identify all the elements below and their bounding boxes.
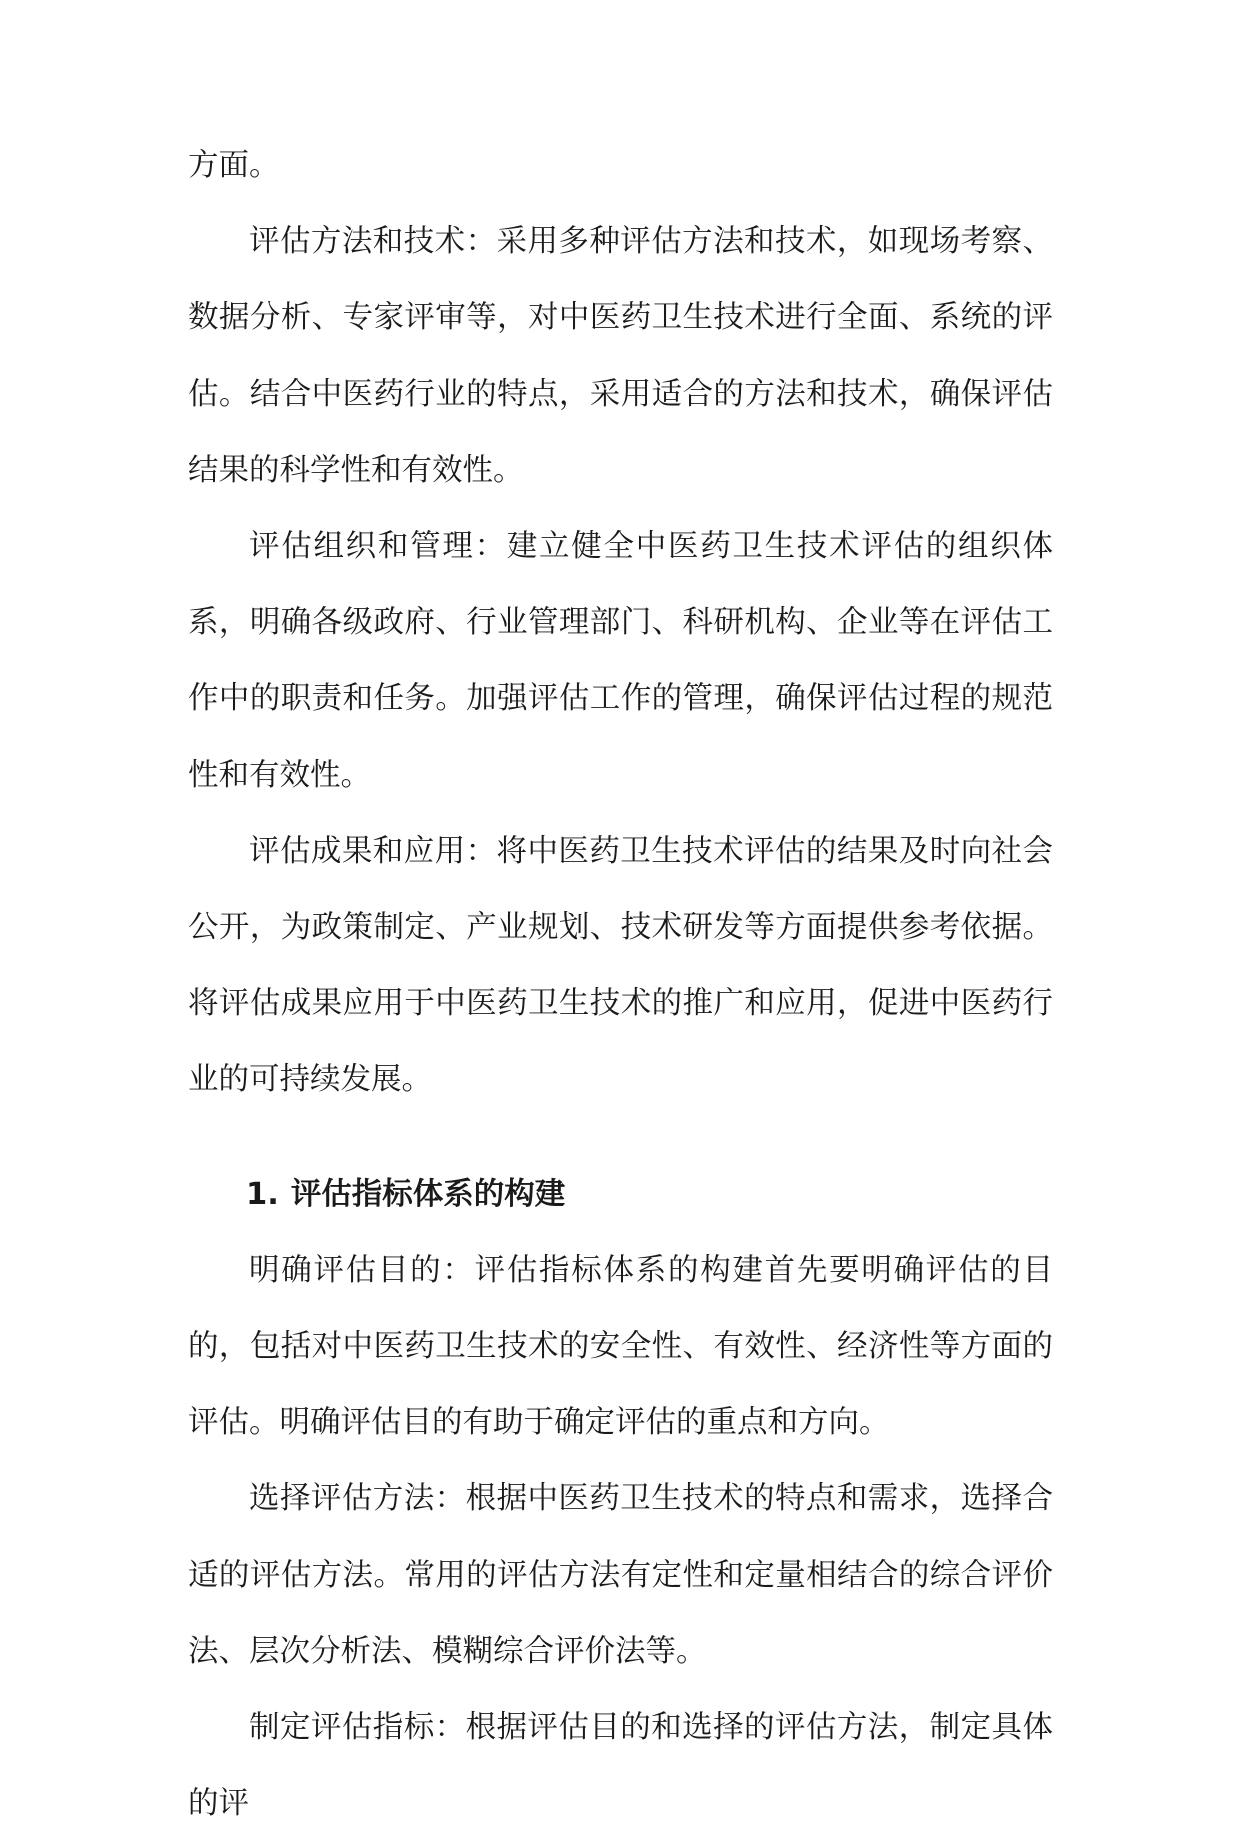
- paragraph-purpose: 明确评估目的：评估指标体系的构建首先要明确评估的目的，包括对中医药卫生技术的安全性、有效性、经济性等方面的评估。明确评估目的有助于确定评估的重点和方向。: [188, 1252, 1053, 1441]
- section-title: 评估指标体系的构建: [290, 1176, 566, 1212]
- paragraph-results: 评估成果和应用：将中医药卫生技术评估的结果及时向社会公开，为政策制定、产业规划、技术研发等方面提供参考依据。将评估成果应用于中医药卫生技术的推广和应用，促进中医药行业的可持续发展。: [188, 833, 1053, 1098]
- paragraph-select-method: 选择评估方法：根据中医药卫生技术的特点和需求，选择合适的评估方法。常用的评估方法有定性和定量相结合的综合评价法、层次分析法、模糊综合评价法等。: [188, 1481, 1053, 1669]
- section-heading: [188, 1157, 1053, 1233]
- paragraph-indicators: 制定评估指标：根据评估目的和选择的评估方法，制定具体的评: [188, 1710, 1053, 1822]
- section-number: 1.: [246, 1176, 279, 1212]
- paragraph-continuation: 方面。: [188, 148, 280, 183]
- document-page: [188, 128, 1053, 1842]
- paragraph-organization: 评估组织和管理：建立健全中医药卫生技术评估的组织体系，明确各级政府、行业管理部门、科研机构、企业等在评估工作中的职责和任务。加强评估工作的管理，确保评估过程的规范性和有效性。: [188, 529, 1053, 793]
- paragraph-methods: 评估方法和技术：采用多种评估方法和技术，如现场考察、数据分析、专家评审等，对中医药卫生技术进行全面、系统的评估。结合中医药行业的特点，采用适合的方法和技术，确保评估结果的科学性和有效性。: [188, 224, 1053, 488]
